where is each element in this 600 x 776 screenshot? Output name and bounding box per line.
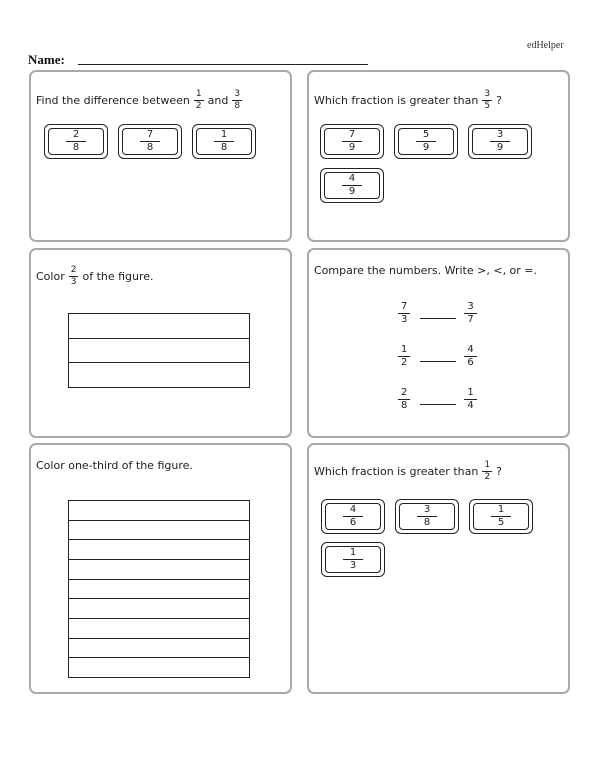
denominator: 8 xyxy=(220,142,228,153)
option-fraction xyxy=(490,130,510,153)
option-fraction xyxy=(342,130,362,153)
comparison-left-fraction xyxy=(398,388,410,411)
denominator: 8 xyxy=(234,101,241,111)
answer-option-6a[interactable] xyxy=(321,499,385,534)
denominator: 2 xyxy=(401,357,408,368)
numerator: 4 xyxy=(464,345,476,357)
denominator: 9 xyxy=(348,186,356,197)
numerator: 3 xyxy=(490,130,510,142)
answer-option-6b[interactable] xyxy=(395,499,459,534)
figure-row[interactable] xyxy=(69,363,249,387)
coloring-figure-1[interactable] xyxy=(68,313,250,388)
figure-row[interactable] xyxy=(69,599,249,619)
option-fraction xyxy=(342,174,362,197)
problem-card-6 xyxy=(307,443,570,694)
denominator: 6 xyxy=(349,517,357,528)
numerator: 1 xyxy=(343,548,363,560)
figure-row[interactable] xyxy=(69,314,249,339)
denominator: 6 xyxy=(467,357,474,368)
comparison-right-fraction xyxy=(464,388,476,411)
denominator: 2 xyxy=(484,472,491,482)
coloring-figure-2[interactable] xyxy=(68,500,250,678)
denominator: 9 xyxy=(422,142,430,153)
option-fraction xyxy=(66,130,86,153)
answer-option-1b[interactable] xyxy=(118,124,182,159)
question-3-prefix: Color xyxy=(36,270,65,283)
question-1-joiner: and xyxy=(207,94,229,107)
denominator: 5 xyxy=(484,101,491,111)
question-2 xyxy=(314,90,502,111)
figure-row[interactable] xyxy=(69,540,249,560)
numerator: 2 xyxy=(66,130,86,142)
option-fraction xyxy=(343,505,363,528)
figure-row[interactable] xyxy=(69,339,249,364)
question-2-prefix: Which fraction is greater than xyxy=(314,94,479,107)
denominator: 4 xyxy=(467,400,474,411)
denominator: 5 xyxy=(497,517,505,528)
question-5 xyxy=(36,459,193,472)
denominator: 3 xyxy=(401,314,408,325)
question-6-prefix: Which fraction is greater than xyxy=(314,465,479,478)
figure-row[interactable] xyxy=(69,580,249,600)
option-fraction xyxy=(417,505,437,528)
numerator: 1 xyxy=(398,345,410,357)
numerator: 1 xyxy=(491,505,511,517)
comparison-answer-blank[interactable] xyxy=(420,404,456,405)
numerator: 3 xyxy=(484,89,491,99)
denominator: 9 xyxy=(348,142,356,153)
denominator: 8 xyxy=(72,142,80,153)
denominator: 3 xyxy=(70,277,77,287)
question-3-fraction xyxy=(69,266,79,287)
question-2-suffix: ? xyxy=(496,94,502,107)
option-fraction xyxy=(140,130,160,153)
question-1-fraction-a xyxy=(194,90,204,111)
answer-option-2a[interactable] xyxy=(320,124,384,159)
figure-row[interactable] xyxy=(69,619,249,639)
problem-card-3 xyxy=(29,248,292,438)
question-6-suffix: ? xyxy=(496,465,502,478)
denominator: 8 xyxy=(401,400,408,411)
comparison-left-fraction xyxy=(398,302,410,325)
question-4-instruction: Compare the numbers. Write >, <, or =. xyxy=(314,264,538,277)
comparison-left-fraction xyxy=(398,345,410,368)
comparison-row-3 xyxy=(394,388,481,411)
brand-label: edHelper xyxy=(527,40,564,51)
question-1-fraction-b xyxy=(232,90,242,111)
question-3-suffix: of the figure. xyxy=(82,270,154,283)
numerator: 3 xyxy=(234,89,241,99)
name-label: Name: xyxy=(28,52,65,67)
denominator: 2 xyxy=(195,101,202,111)
problem-card-2 xyxy=(307,70,570,242)
numerator: 1 xyxy=(195,89,202,99)
question-4 xyxy=(314,264,537,277)
numerator: 1 xyxy=(484,460,491,470)
numerator: 1 xyxy=(464,388,476,400)
answer-option-1a[interactable] xyxy=(44,124,108,159)
answer-option-2c[interactable] xyxy=(468,124,532,159)
numerator: 4 xyxy=(342,174,362,186)
figure-row[interactable] xyxy=(69,501,249,521)
denominator: 9 xyxy=(496,142,504,153)
option-fraction xyxy=(491,505,511,528)
answer-option-2b[interactable] xyxy=(394,124,458,159)
comparison-row-1 xyxy=(394,302,481,325)
question-3 xyxy=(36,266,154,287)
figure-row[interactable] xyxy=(69,521,249,541)
comparison-right-fraction xyxy=(464,345,476,368)
comparison-row-2 xyxy=(394,345,481,368)
comparison-answer-blank[interactable] xyxy=(420,318,456,319)
option-fraction xyxy=(343,548,363,571)
numerator: 5 xyxy=(416,130,436,142)
figure-row[interactable] xyxy=(69,658,249,677)
answer-option-1c[interactable] xyxy=(192,124,256,159)
denominator: 8 xyxy=(146,142,154,153)
name-input-line[interactable] xyxy=(78,64,368,65)
problem-card-4 xyxy=(307,248,570,438)
numerator: 2 xyxy=(398,388,410,400)
problem-card-1 xyxy=(29,70,292,242)
problem-card-5 xyxy=(29,443,292,694)
comparison-right-fraction xyxy=(464,302,476,325)
comparison-answer-blank[interactable] xyxy=(420,361,456,362)
question-1-prefix: Find the difference between xyxy=(36,94,190,107)
numerator: 3 xyxy=(464,302,476,314)
denominator: 8 xyxy=(423,517,431,528)
option-fraction xyxy=(416,130,436,153)
answer-option-2d[interactable] xyxy=(320,168,384,203)
question-6 xyxy=(314,461,502,482)
figure-row[interactable] xyxy=(69,639,249,659)
answer-option-6d[interactable] xyxy=(321,542,385,577)
numerator: 7 xyxy=(140,130,160,142)
numerator: 7 xyxy=(342,130,362,142)
option-fraction xyxy=(214,130,234,153)
question-6-fraction xyxy=(482,461,492,482)
denominator: 3 xyxy=(349,560,357,571)
question-5-instruction: Color one-third of the figure. xyxy=(36,459,193,472)
figure-row[interactable] xyxy=(69,560,249,580)
numerator: 1 xyxy=(214,130,234,142)
question-2-fraction xyxy=(482,90,492,111)
answer-option-6c[interactable] xyxy=(469,499,533,534)
numerator: 3 xyxy=(417,505,437,517)
numerator: 4 xyxy=(343,505,363,517)
numerator: 7 xyxy=(398,302,410,314)
question-1 xyxy=(36,90,246,111)
numerator: 2 xyxy=(70,265,77,275)
denominator: 7 xyxy=(467,314,474,325)
